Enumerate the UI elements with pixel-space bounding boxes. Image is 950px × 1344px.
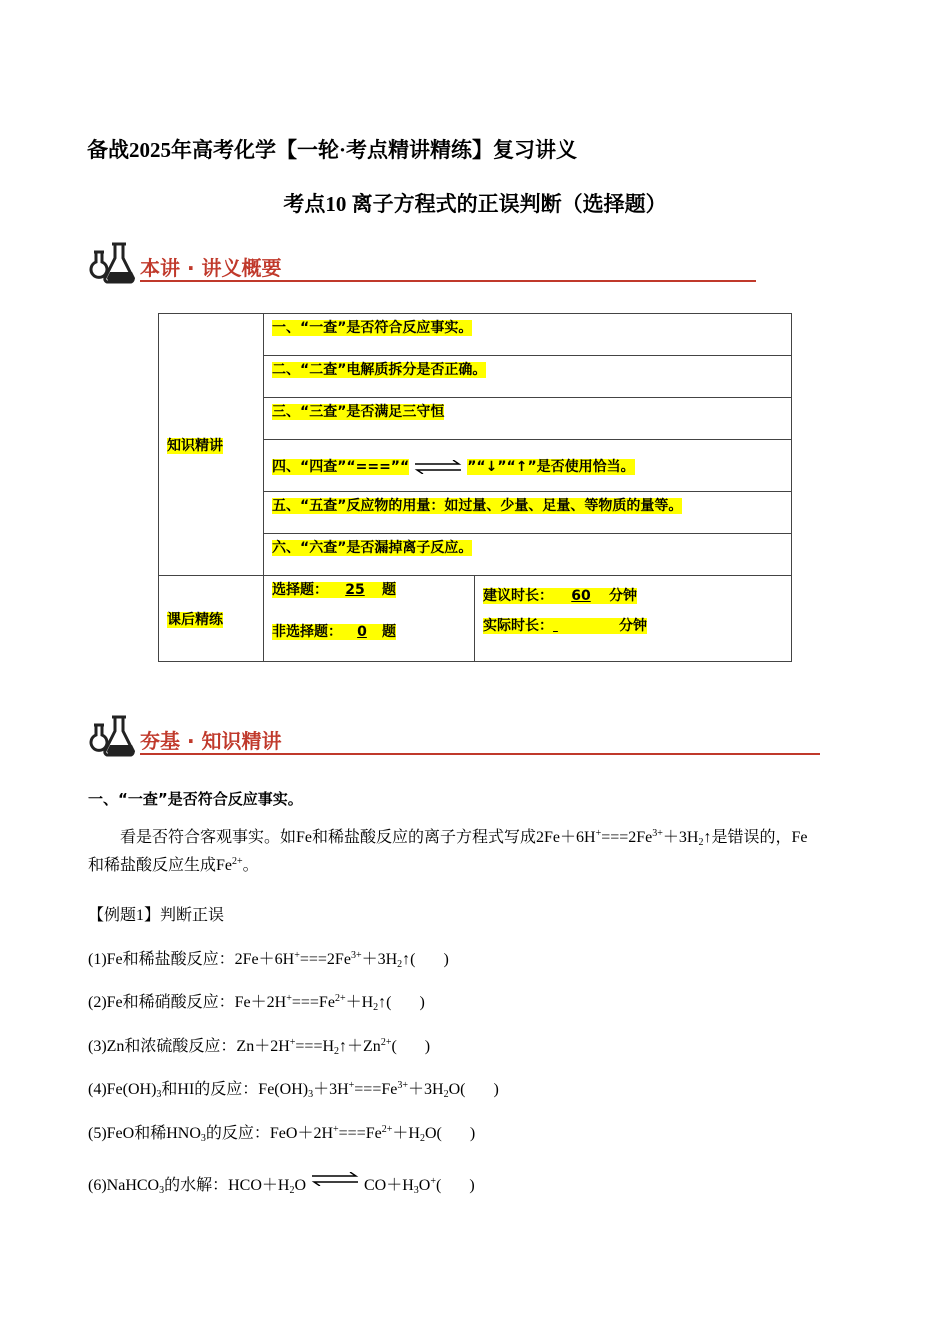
flask-icon xyxy=(88,713,136,759)
mc-unit: 题 xyxy=(382,582,396,598)
knowledge-heading: 一、“一查”是否符合反应事实。 xyxy=(88,790,303,808)
section-header-knowledge xyxy=(88,713,828,759)
section-title: 夯基 · 知识精讲 xyxy=(140,729,282,753)
actual-label: 实际时长： xyxy=(483,618,553,634)
nonmc-unit: 题 xyxy=(382,624,396,640)
overview-item-text: 二、“二查”电解质拆分是否正确。 xyxy=(272,362,487,378)
example-item-6: (6)NaHCO$_3$的水解：$HCO+H_2O$ $CO+H_3O^+$( ) xyxy=(88,1172,475,1195)
suggest-value: 60 xyxy=(571,588,591,604)
nonmc-label: 非选择题： xyxy=(272,624,342,640)
example-item-2: (2)Fe和稀硝酸反应：$Fe+2H^+===Fe^{2+}+H_2↑$( ) xyxy=(88,993,425,1013)
question-count-cell xyxy=(264,576,475,662)
example-title: 【例题1】判断正误 xyxy=(88,907,225,924)
equilibrium-arrow-icon xyxy=(413,460,463,474)
mc-count: 25 xyxy=(345,582,365,598)
section-header-overview xyxy=(88,240,758,286)
overview-item-text: 四、“四查”“===”“ xyxy=(272,458,410,475)
para-text: 。 xyxy=(242,857,259,874)
para-text: ＋3H xyxy=(662,829,699,846)
equilibrium-arrow-icon xyxy=(310,1172,360,1186)
para-text: 看是否符合客观事实。如Fe和稀盐酸反应的离子方程式写成2Fe＋6H xyxy=(120,829,596,846)
para-text: 和稀盐酸反应生成Fe xyxy=(88,857,233,874)
overview-item-text: 一、“一查”是否符合反应事实。 xyxy=(272,320,473,336)
document-title: 备战2025年高考化学【一轮·考点精讲精练】复习讲义 xyxy=(87,138,578,162)
para-text: ===2Fe xyxy=(601,829,653,846)
overview-item xyxy=(264,356,792,398)
section-underline xyxy=(140,280,756,282)
mc-label: 选择题： xyxy=(272,582,328,598)
overview-item xyxy=(264,440,792,492)
example-item-1: (1)Fe和稀盐酸反应：$2Fe+6H^+===2Fe^{3+}+3H_2↑$( ) xyxy=(88,950,449,970)
explanation-paragraph: 看是否符合客观事实。如Fe和稀盐酸反应的离子方程式写成$2Fe+6H^+===2Fe^{3+}+3H_2↑$是错误的，Fe 和稀盐酸反应生成$Fe^{2+}$。 xyxy=(88,828,808,874)
overview-item xyxy=(264,492,792,534)
overview-item xyxy=(264,398,792,440)
overview-item-text: ”“↓”“↑”是否使用恰当。 xyxy=(467,458,635,475)
overview-item-text: 三、“三查”是否满足三守恒 xyxy=(272,404,445,420)
section-title: 本讲 · 讲义概要 xyxy=(140,256,282,280)
example-item-5: (5)FeO和稀$HNO_3$的反应：$FeO+2H^+===Fe^{2+}+H_2O$( ) xyxy=(88,1124,476,1144)
overview-item-text: 六、“六查”是否漏掉离子反应。 xyxy=(272,540,473,556)
para-text: ↑是错误的，Fe xyxy=(703,829,808,846)
suggest-label: 建议时长： xyxy=(483,588,553,604)
actual-unit: 分钟 xyxy=(619,618,647,634)
overview-item-text: 五、“五查”反应物的用量：如过量、少量、足量、等物质的量等。 xyxy=(272,498,683,514)
nonmc-count: 0 xyxy=(357,624,367,640)
flask-icon xyxy=(88,240,136,286)
overview-item xyxy=(264,534,792,576)
actual-value xyxy=(553,616,619,636)
example-item-4: $(4)Fe(OH)_3$和HI的反应：$Fe(OH)_3+3H^+===Fe^{3+}+3H_2O$( ) xyxy=(88,1080,499,1100)
knowledge-label-cell xyxy=(159,314,264,576)
practice-label-cell xyxy=(159,576,264,662)
section-underline xyxy=(140,753,820,755)
duration-cell xyxy=(475,576,792,662)
practice-label: 课后精练 xyxy=(167,611,223,628)
suggest-unit: 分钟 xyxy=(609,588,637,604)
example-item-3: (3)Zn和浓硫酸反应：$Zn+2H^+===H_2↑+Zn^{2+}$( ) xyxy=(88,1037,431,1057)
overview-table xyxy=(158,313,792,662)
overview-item xyxy=(264,314,792,356)
document-subtitle: 考点10 离子方程式的正误判断（选择题） xyxy=(283,192,667,216)
knowledge-label: 知识精讲 xyxy=(167,437,223,454)
